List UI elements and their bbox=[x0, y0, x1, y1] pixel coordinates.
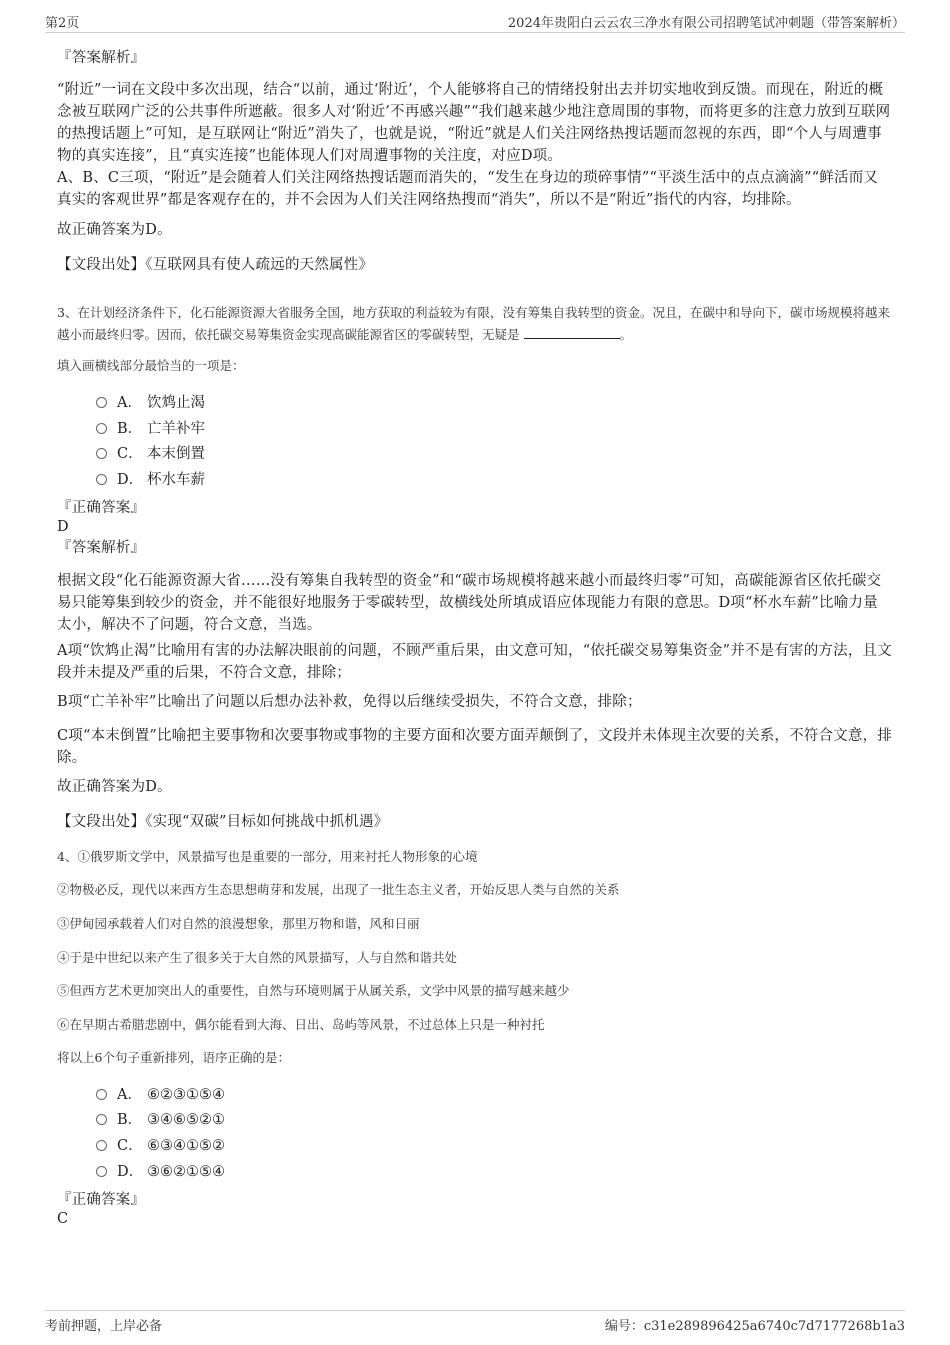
q3-analysis-label: 『答案解析』 bbox=[57, 540, 146, 556]
radio-icon[interactable] bbox=[96, 397, 107, 408]
radio-icon[interactable] bbox=[96, 1166, 107, 1177]
page-number: 第2页 bbox=[45, 16, 80, 31]
q3-option-c[interactable] bbox=[96, 443, 205, 465]
q2-source: 【文段出处】《互联网具有使人疏远的天然属性》 bbox=[57, 257, 374, 273]
option-letter: C． bbox=[117, 446, 143, 462]
q4-option-a[interactable] bbox=[96, 1084, 225, 1106]
q3-correct-answer: D bbox=[57, 519, 69, 535]
document-id: 编号：c31e289896425a6740c7d7177268b1a3 bbox=[604, 1319, 905, 1334]
q4-option-c[interactable] bbox=[96, 1135, 225, 1157]
radio-icon[interactable] bbox=[96, 423, 107, 434]
option-text: 饮鸩止渴 bbox=[147, 395, 205, 411]
radio-icon[interactable] bbox=[96, 448, 107, 459]
q3-stem-text: 3、在计划经济条件下，化石能源资源大省服务全国，地方获取的利益较为有限，没有筹集自我转型的资金。况且，在碳中和导向下，碳市场规模将越来越小而最终归零。因而，依托碳交易筹集资金实现高碳能源省区的零碳转型，无疑是 bbox=[57, 305, 890, 342]
q4-sentence-6: ⑥在早期古希腊悲剧中，偶尔能看到大海、日出、岛屿等风景，不过总体上只是一种衬托 bbox=[57, 1017, 545, 1032]
q4-prompt: 将以上6个句子重新排列，语序正确的是： bbox=[57, 1050, 290, 1065]
q4-sentence-1: 4、①俄罗斯文学中，风景描写也是重要的一部分，用来衬托人物形象的心境 bbox=[57, 849, 478, 864]
option-letter: C． bbox=[117, 1138, 143, 1154]
q3-stem-end: 。 bbox=[619, 327, 633, 342]
q3-option-b[interactable] bbox=[96, 418, 205, 440]
option-letter: D． bbox=[117, 472, 144, 488]
q3-analysis-p1: 根据文段“化石能源资源大省……没有筹集自我转型的资金”和“碳市场规模将越来越小而最终归零”可知，高碳能源省区依托碳交易只能筹集到较少的资金，并不能很好地服务于零碳转型，故横线处所填成语应体现能力有限的意思。D项“杯水车薪”比喻力量太小，解决不了问题，符合文意，当选。 bbox=[57, 573, 882, 633]
q4-option-d[interactable] bbox=[96, 1161, 225, 1183]
q3-analysis-p4: C项“本末倒置”比喻把主要事物和次要事物或事物的主要方面和次要方面弄颠倒了，文段并未体现主次要的关系，不符合文意，排除。 bbox=[57, 728, 893, 766]
q4-correct-label: 『正确答案』 bbox=[57, 1192, 146, 1208]
radio-icon[interactable] bbox=[96, 1089, 107, 1100]
option-text: ⑥②③①⑤④ bbox=[147, 1087, 225, 1103]
q4-sentence-5: ⑤但西方艺术更加突出人的重要性，自然与环境则属于从属关系，文学中风景的描写越来越少 bbox=[57, 983, 570, 998]
radio-icon[interactable] bbox=[96, 1140, 107, 1151]
option-text: ③④⑥⑤②① bbox=[147, 1112, 225, 1128]
q3-analysis-p2: A项“饮鸩止渴”比喻用有害的办法解决眼前的问题，不顾严重后果，由文意可知，“依托碳交易筹集资金”并不是有害的方法，且文段并未提及严重的后果，不符合文意，排除； bbox=[57, 643, 892, 681]
q2-analysis-label: 『答案解析』 bbox=[57, 50, 146, 66]
option-letter: B． bbox=[117, 1112, 143, 1128]
q4-correct-answer: C bbox=[57, 1211, 69, 1227]
option-text: 亡羊补牢 bbox=[147, 421, 205, 437]
document-title: 2024年贵阳白云云农三净水有限公司招聘笔试冲刺题（带答案解析） bbox=[507, 16, 905, 31]
q3-correct-label: 『正确答案』 bbox=[57, 500, 146, 516]
q3-option-d[interactable] bbox=[96, 469, 205, 491]
q2-conclusion: 故正确答案为D。 bbox=[57, 222, 172, 238]
q4-sentence-4: ④于是中世纪以来产生了很多关于大自然的风景描写，人与自然和谐共处 bbox=[57, 950, 458, 965]
option-text: ③⑥②①⑤④ bbox=[147, 1164, 225, 1180]
radio-icon[interactable] bbox=[96, 1114, 107, 1125]
q3-prompt: 填入画横线部分最恰当的一项是： bbox=[57, 358, 245, 373]
q4-sentence-3: ③伊甸园承载着人们对自然的浪漫想象，那里万物和谐，风和日丽 bbox=[57, 916, 420, 931]
option-text: 本末倒置 bbox=[147, 446, 205, 462]
footer-slogan: 考前押题，上岸必备 bbox=[45, 1319, 163, 1334]
q4-option-b[interactable] bbox=[96, 1109, 225, 1131]
option-text: 杯水车薪 bbox=[147, 472, 205, 488]
q3-stem bbox=[57, 302, 892, 346]
q3-source: 【文段出处】《实现“双碳”目标如何挑战中抓机遇》 bbox=[57, 814, 389, 830]
option-letter: A． bbox=[117, 1087, 142, 1103]
q2-analysis-p1: “附近”一词在文段中多次出现，结合“以前，通过‘附近’，个人能够将自己的情绪投射出去并切实地收到反馈。而现在，附近的概念被互联网广泛的公共事件所遮蔽。很多人对‘附近’不再感兴趣”“我们越来越少地注意周围的事物，而将更多的注意力放到互联网的热搜话题上”可知，是互联网让“附近”消失了，也就是说，“附近”就是人们关注网络热搜话题而忽视的东西，即“个人与周遭事物的真实连接”，且“真实连接”也能体现人们对周遭事物的关注度，对应D项。 bbox=[57, 82, 891, 164]
q3-option-a[interactable] bbox=[96, 392, 205, 414]
q3-analysis-p3: B项“亡羊补牢”比喻出了问题以后想办法补救，免得以后继续受损失，不符合文意，排除； bbox=[57, 694, 642, 710]
q4-sentence-2: ②物极必反，现代以来西方生态思想萌芽和发展，出现了一批生态主义者，开始反思人类与自然的关系 bbox=[57, 882, 620, 897]
option-letter: D． bbox=[117, 1164, 144, 1180]
q3-blank bbox=[524, 326, 620, 339]
option-letter: A． bbox=[117, 395, 142, 411]
page-header bbox=[45, 12, 905, 33]
option-letter: B． bbox=[117, 421, 143, 437]
q2-analysis-p2: A、B、C三项，“附近”是会随着人们关注网络热搜话题而消失的，“发生在身边的琐碎事情”“平淡生活中的点点滴滴”“鲜活而又真实的客观世界”都是客观存在的，并不会因为人们关注网络热搜而“消失”，所以不是“附近”指代的内容，均排除。 bbox=[57, 170, 879, 208]
page-footer bbox=[45, 1310, 905, 1336]
q3-conclusion: 故正确答案为D。 bbox=[57, 779, 172, 795]
radio-icon[interactable] bbox=[96, 474, 107, 485]
option-text: ⑥③④①⑤② bbox=[147, 1138, 225, 1154]
